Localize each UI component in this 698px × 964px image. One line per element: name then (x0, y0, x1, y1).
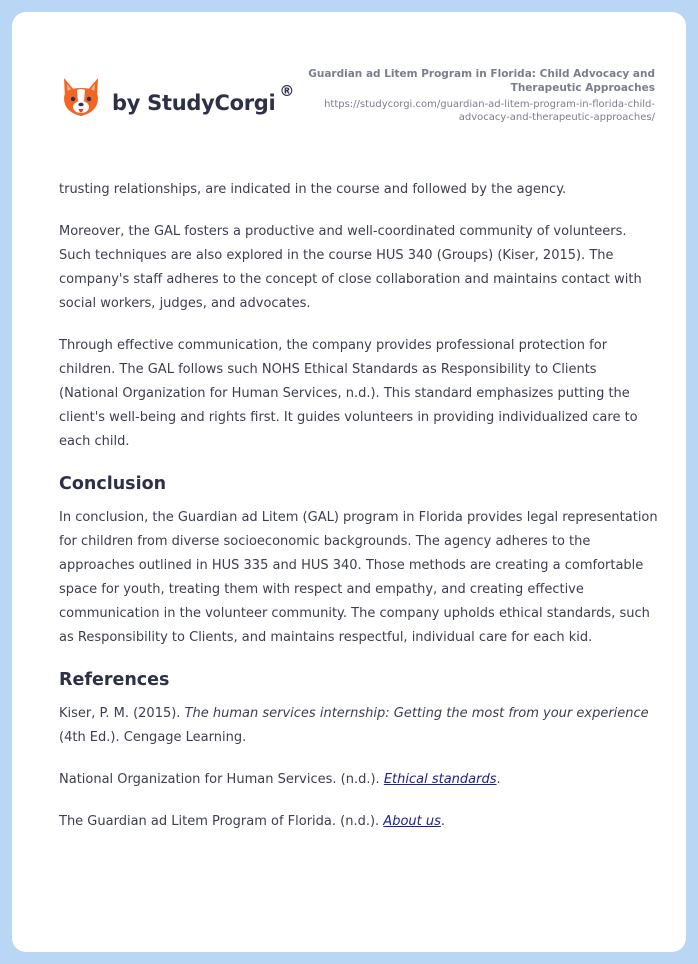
references-heading: References (59, 670, 170, 690)
document-page (12, 12, 686, 952)
document-meta (295, 67, 655, 124)
page-header (12, 12, 686, 152)
about-us-link[interactable]: About us (383, 814, 441, 829)
brand-name: by StudyCorgi ® (112, 82, 295, 115)
ethical-standards-link[interactable]: Ethical standards (383, 772, 497, 787)
document-body (59, 178, 659, 852)
reference-item: Kiser, P. M. (2015). The human services internship: Getting the most from your experience (4th Ed.). Cengage Learning. (59, 706, 649, 745)
paragraph-conclusion: In conclusion, the Guardian ad Litem (GAL) program in Florida provides legal representation for children from diverse socioeconomic backgrounds. The agency adheres to the approaches outlined in HUS 335 and HUS 340. Those methods are creating a comfortable space for youth, treating them with respect and empathy, and creating effective communication in the volunteer community. The company upholds ethical standards, such as Responsibility to Clients, and maintains respectful, individual care for each kid. (59, 510, 658, 645)
reference-title: The human services internship: Getting the most from your experience (184, 706, 649, 721)
paragraph-communication: Through effective communication, the company provides professional protection for children. The GAL follows such NOHS Ethical Standards as Responsibility to Clients (National Organization for Human Services, n.d.). This standard emphasizes putting the client's well-being and rights first. It guides volunteers in providing individualized care to each child. (59, 338, 638, 449)
corgi-logo-icon (60, 76, 102, 122)
paragraph-community: Moreover, the GAL fosters a productive and well-coordinated community of volunteers. Such techniques are also explored in the course HUS 340 (Groups) (Kiser, 2015). The company's staff adheres to the concept of close collaboration and maintains contact with social workers, judges, and advocates. (59, 224, 642, 311)
conclusion-heading: Conclusion (59, 474, 167, 494)
document-title: Guardian ad Litem Program in Florida: Child Advocacy and Therapeutic Approaches (308, 68, 655, 94)
reference-item: The Guardian ad Litem Program of Florida. (n.d.). About us. (59, 814, 446, 829)
registered-mark: ® (279, 82, 295, 100)
reference-item: National Organization for Human Services. (n.d.). Ethical standards. (59, 772, 501, 787)
paragraph-continued: trusting relationships, are indicated in the course and followed by the agency. (59, 182, 567, 197)
document-url[interactable]: https://studycorgi.com/guardian-ad-litem-program-in-florida-child-advocacy-and-therapeutic-approaches/ (324, 99, 655, 123)
studycorgi-logo[interactable] (60, 76, 294, 122)
